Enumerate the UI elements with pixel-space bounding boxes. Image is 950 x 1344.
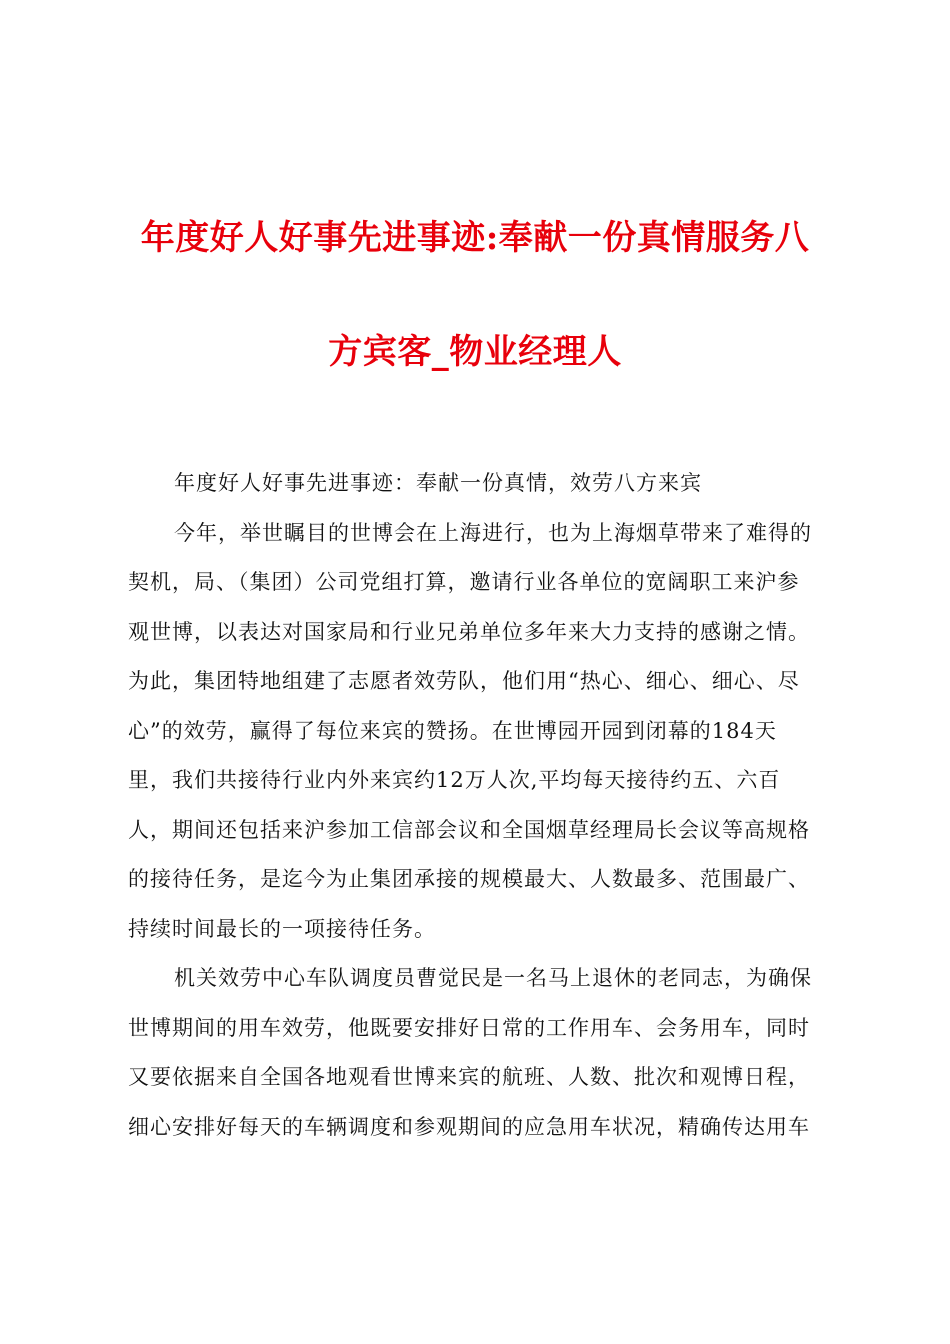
paragraph-3-line-4: 细心安排好每天的车辆调度和参观期间的应急用车状况，精确传达用车 [128,1114,810,1139]
paragraph-2-line-1: 今年，举世瞩目的世博会在上海进行，也为上海烟草带来了难得的 [174,520,812,545]
paragraph-3-line-3: 又要依据来自全国各地观看世博来宾的航班、人数、批次和观博日程， [128,1065,810,1089]
paragraph-2-line-6: 里，我们共接待行业内外来宾约12万人次,平均每天接待约五、六百 [128,768,781,792]
document-title-line-2: 方宾客_物业经理人 [328,332,622,372]
paragraph-2-line-9: 持续时间最长的一项接待任务。 [128,916,436,941]
paragraph-2-line-5: 心”的效劳，赢得了每位来宾的赞扬。在世博园开园到闭幕的184天 [128,718,777,743]
document-title-line-1: 年度好人好事先进事迹:奉献一份真情服务八 [140,218,810,258]
paragraph-2-line-2: 契机，局、（集团）公司党组打算，邀请行业各单位的宽阔职工来沪参 [128,570,800,594]
paragraph-2-line-3: 观世博，以表达对国家局和行业兄弟单位多年来大力支持的感谢之情。 [128,619,810,644]
paragraph-2-line-4: 为此，集团特地组建了志愿者效劳队，他们用“热心、细心、细心、尽 [128,669,800,693]
paragraph-3-line-1: 机关效劳中心车队调度员曹觉民是一名马上退休的老同志，为确保 [174,966,812,990]
paragraph-2-line-7: 人，期间还包括来沪参加工信部会议和全国烟草经理局长会议等高规格 [128,817,810,842]
paragraph-1-line-1: 年度好人好事先进事迹：奉献一份真情，效劳八方来宾 [174,471,702,495]
paragraph-2-line-8: 的接待任务，是迄今为止集团承接的规模最大、人数最多、范围最广、 [128,867,810,891]
paragraph-3-line-2: 世博期间的用车效劳，他既要安排好日常的工作用车、会务用车，同时 [128,1015,810,1040]
